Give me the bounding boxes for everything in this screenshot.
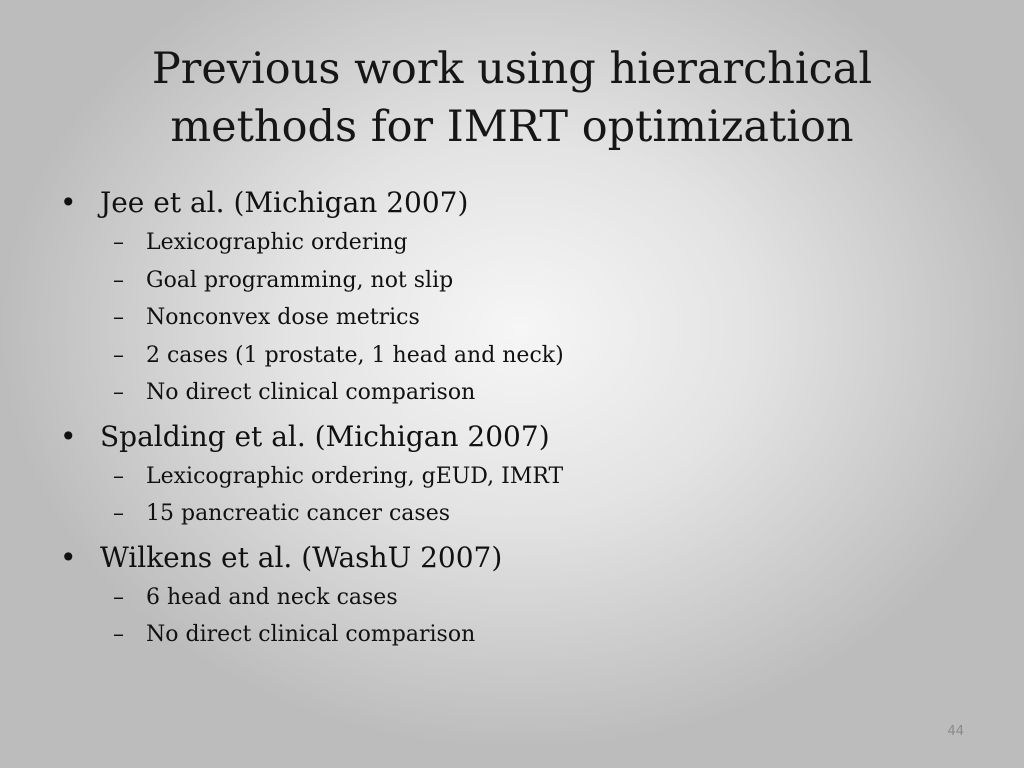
sub-marker: – [113, 342, 124, 368]
bullet-marker: • [60, 540, 77, 574]
sub-marker: – [113, 584, 124, 610]
slide-title-line: Previous work using hierarchical [151, 44, 873, 94]
slide-title [60, 40, 964, 156]
sub-text: No direct clinical comparison [146, 622, 476, 647]
sub-marker: – [113, 501, 124, 526]
sub-list [60, 224, 960, 412]
sub-item [60, 374, 960, 412]
bullet-item [60, 418, 960, 456]
slide-title-line: methods for IMRT optimization [170, 102, 854, 152]
sub-marker: – [113, 230, 124, 255]
sub-text: Lexicographic ordering [146, 230, 408, 255]
sub-text: Nonconvex dose metrics [146, 305, 420, 330]
sub-marker: – [113, 305, 124, 330]
sub-item [60, 262, 960, 300]
sub-marker: – [113, 622, 124, 647]
bullet-marker: • [60, 186, 77, 219]
bullet-text: Jee et al. (Michigan 2007) [100, 186, 469, 219]
bullet-item [60, 539, 960, 577]
sub-item [60, 337, 960, 375]
bullet-marker: • [60, 419, 77, 453]
bullet-text: Wilkens et al. (WashU 2007) [100, 540, 503, 574]
slide-content [60, 184, 960, 660]
sub-marker: – [113, 380, 124, 405]
sub-marker: – [113, 463, 124, 489]
sub-item [60, 495, 960, 533]
sub-list [60, 458, 960, 533]
sub-text: No direct clinical comparison [146, 380, 476, 405]
slide-number: 44 [947, 724, 964, 739]
sub-item [60, 299, 960, 337]
sub-item [60, 224, 960, 262]
sub-item [60, 579, 960, 617]
sub-item [60, 458, 960, 496]
bullet-text: Spalding et al. (Michigan 2007) [100, 419, 550, 453]
sub-item [60, 616, 960, 654]
sub-list [60, 579, 960, 654]
sub-text: 2 cases (1 prostate, 1 head and neck) [146, 342, 564, 368]
sub-text: 6 head and neck cases [146, 584, 398, 610]
sub-text: Lexicographic ordering, gEUD, IMRT [146, 463, 564, 489]
sub-text: Goal programming, not slip [146, 267, 454, 293]
bullet-item [60, 184, 960, 222]
sub-text: 15 pancreatic cancer cases [146, 501, 451, 526]
sub-marker: – [113, 267, 124, 293]
